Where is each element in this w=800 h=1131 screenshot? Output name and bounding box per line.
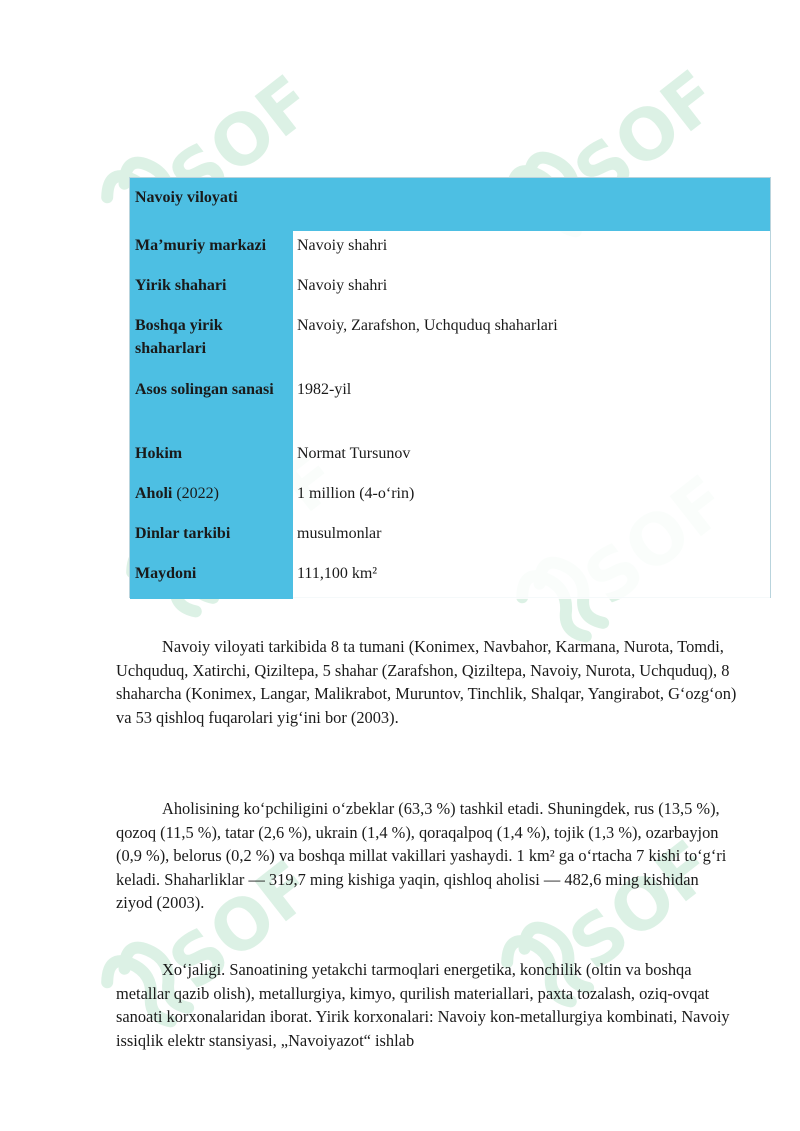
row-label-year: (2022) [172, 485, 219, 502]
row-label: Boshqa yirik shaharlari [130, 311, 293, 375]
table-row [130, 479, 770, 519]
svg-text:SOFF: SOFF [154, 36, 338, 222]
row-value: 1982-yil [293, 375, 770, 439]
info-table [129, 177, 771, 598]
row-label [130, 479, 293, 519]
paragraph-economy: Xo‘jaligi. Sanoatining yetakchi tarmoqlari energetika, konchilik (oltin va boshqa metallar qazib olish), metallurgiya, kimyo, qurilish materiallari, paxta tozalash, oziq-ovqat sanoati korxonalaridan iborat. Yirik korxonalari: Navoiy kon-metallurgiya kombinati, Navoiy issiqlik elektr stansiyasi, „Navoiyazot“ ishlab [116, 960, 730, 1050]
row-label: Asos solingan sanasi [130, 375, 293, 439]
row-value: Normat Tursunov [293, 439, 770, 479]
row-label: Maydoni [130, 559, 293, 599]
row-label-text: Aholi [135, 485, 173, 502]
table-row [130, 271, 770, 311]
row-label: Dinlar tarkibi [130, 519, 293, 559]
svg-text:SOFF: SOFF [559, 31, 743, 217]
paragraph-administrative-divisions: Navoiy viloyati tarkibida 8 ta tumani (Konimex, Navbahor, Karmana, Nurota, Tomdi, Uchquduq, Xatirchi, Qiziltepa, 5 shahar (Zarafshon, Qiziltepa, Navoiy, Nurota, Uchquduq), 8 shaharcha (Konimex, Langar, Malikrabot, Muruntov, Tinchlik, Shalqar, Yangirabot, G‘ozg‘on) va 53 qishloq fuqarolari yig‘ini bor (2003). [116, 637, 737, 727]
table-row [130, 375, 770, 439]
row-value: Navoiy shahri [293, 231, 770, 271]
row-label: Hokim [130, 439, 293, 479]
table-header: Navoiy viloyati [130, 178, 770, 231]
table-row [130, 559, 770, 599]
svg-text:SOFF: SOFF [154, 821, 338, 1007]
row-value: Navoiy shahri [293, 271, 770, 311]
table-row [130, 231, 770, 271]
svg-text:SOFF: SOFF [554, 801, 738, 987]
row-label: Yirik shahari [130, 271, 293, 311]
table-row [130, 311, 770, 375]
table-row [130, 519, 770, 559]
paragraph-population: Aholisining ko‘pchiligini o‘zbeklar (63,3 %) tashkil etadi. Shuningdek, rus (13,5 %), qozoq (11,5 %), tatar (2,6 %), ukrain (1,4 %), qoraqalpoq (1,4 %), tojik (1,3 %), ozarbayjon (0,9 %), belorus (0,2 %) va boshqa millat vakillari yashaydi. 1 km² ga o‘rtacha 7 kishi to‘g‘ri keladi. Shaharliklar — 319,7 ming kishiga yaqin, qishloq aholisi — 482,6 ming kishidan ziyod (2003). [116, 799, 727, 912]
row-value: musulmonlar [293, 519, 770, 559]
row-label: Ma’muriy markazi [130, 231, 293, 271]
row-value: 111,100 km² [293, 559, 770, 599]
row-value: 1 million (4-o‘rin) [293, 479, 770, 519]
table-row [130, 439, 770, 479]
row-value: Navoiy, Zarafshon, Uchquduq shaharlari [293, 311, 770, 375]
